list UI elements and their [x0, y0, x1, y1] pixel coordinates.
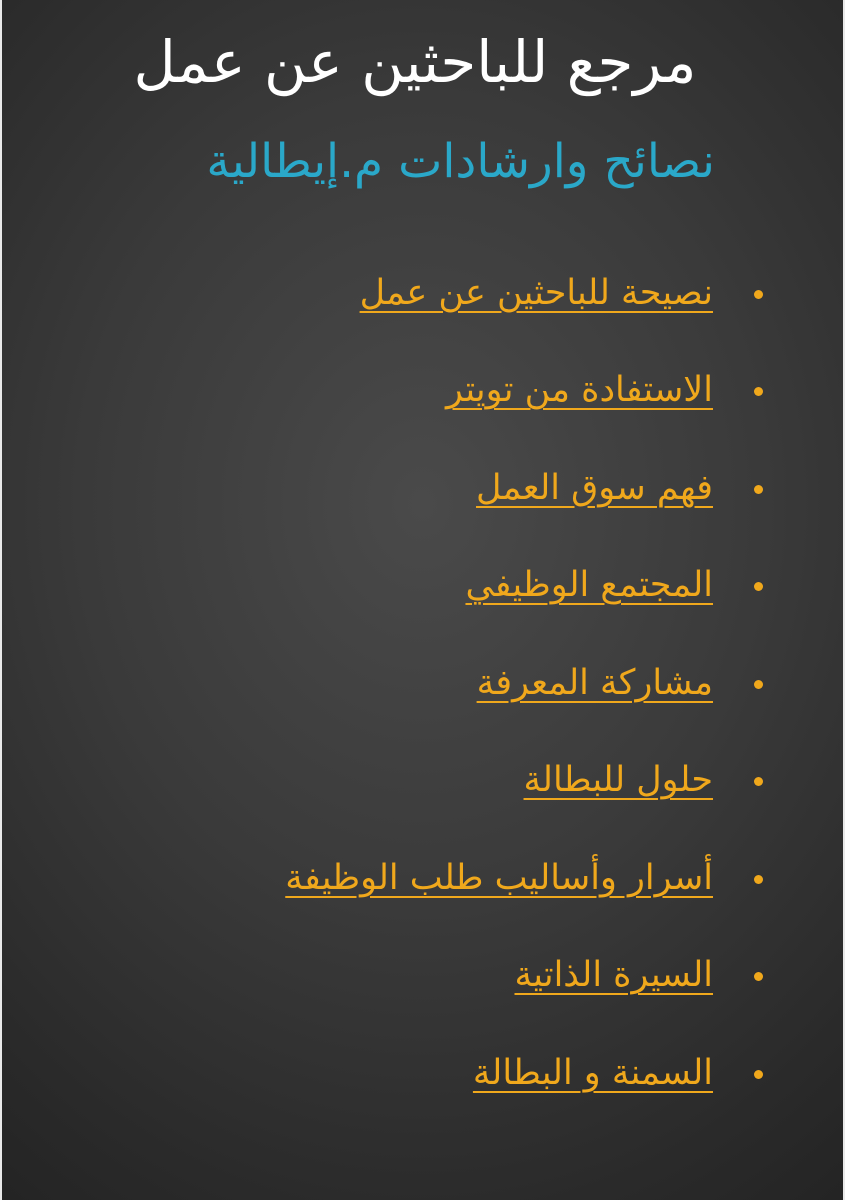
list-item-twitter: [285, 342, 758, 440]
bullet-icon: [754, 1070, 763, 1079]
list-item-resume: [285, 927, 758, 1025]
link-advice-job-seekers[interactable]: نصيحة للباحثين عن عمل: [359, 272, 713, 313]
bullet-icon: [754, 680, 763, 689]
bullet-icon: [754, 777, 763, 786]
list-item-obesity-unemployment: [285, 1024, 758, 1122]
link-knowledge-sharing[interactable]: مشاركة المعرفة: [476, 662, 713, 703]
list-item-career-community: [285, 537, 758, 635]
list-item-advice: [285, 244, 758, 342]
bullet-icon: [754, 290, 763, 299]
page-title: مرجع للباحثين عن عمل: [133, 28, 697, 96]
list-item-unemployment-solutions: [285, 732, 758, 830]
bullet-icon: [754, 485, 763, 494]
bullet-icon: [754, 582, 763, 591]
link-twitter-benefit[interactable]: الاستفادة من تويتر: [446, 370, 713, 411]
link-job-market[interactable]: فهم سوق العمل: [476, 467, 713, 508]
bullet-icon: [754, 387, 763, 396]
link-unemployment-solutions[interactable]: حلول للبطالة: [523, 760, 713, 801]
link-obesity-unemployment[interactable]: السمنة و البطالة: [472, 1052, 713, 1093]
list-item-job-application-secrets: [285, 829, 758, 927]
link-list: [285, 244, 758, 1122]
list-item-knowledge-sharing: [285, 634, 758, 732]
list-item-job-market: [285, 439, 758, 537]
link-job-application-secrets[interactable]: أسرار وأساليب طلب الوظيفة: [285, 857, 713, 898]
link-resume[interactable]: السيرة الذاتية: [514, 955, 713, 996]
page-subtitle: نصائح وارشادات م.إيطالية: [206, 134, 715, 189]
bullet-icon: [754, 972, 763, 981]
link-career-community[interactable]: المجتمع الوظيفي: [465, 565, 713, 606]
bullet-icon: [754, 875, 763, 884]
